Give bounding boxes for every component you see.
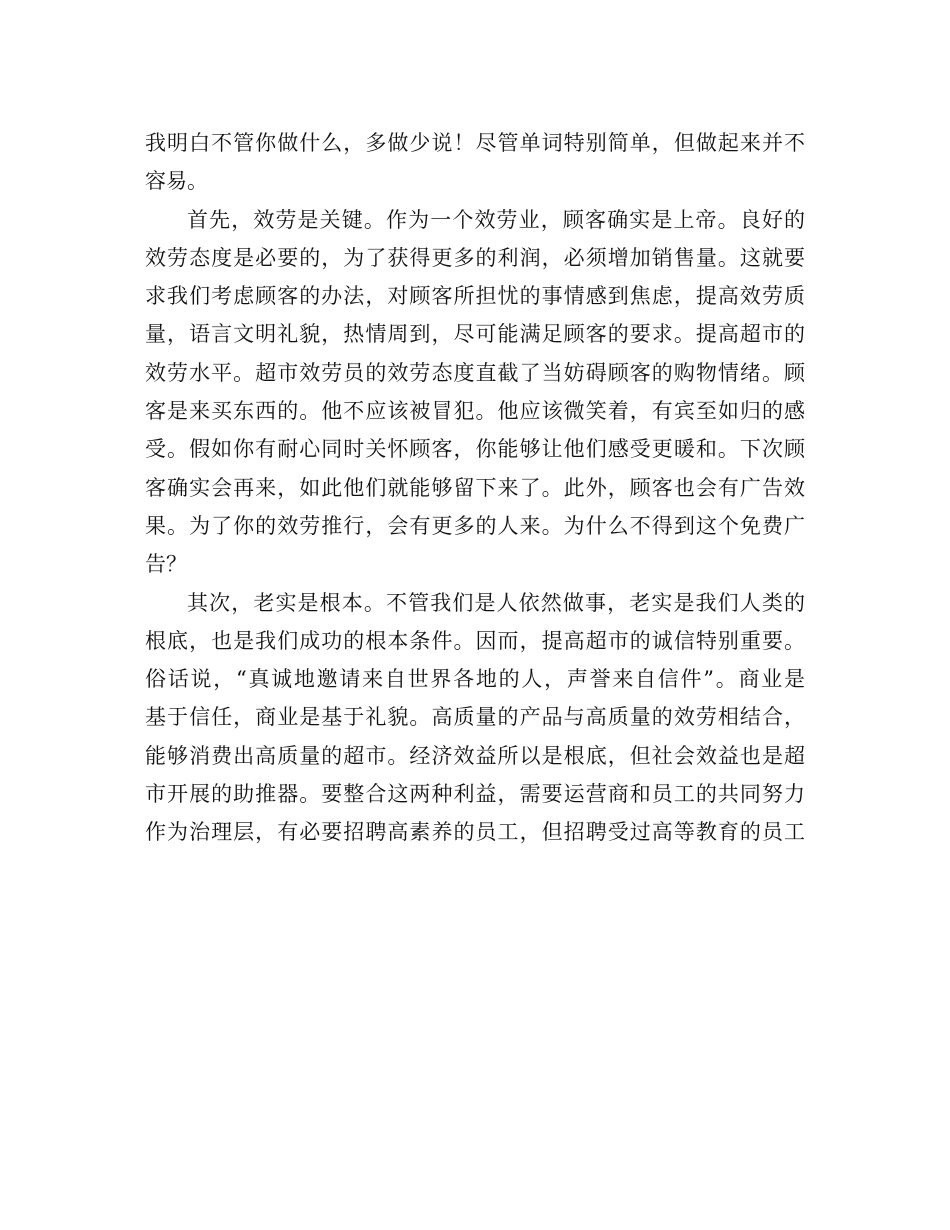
paragraph-2-line-3: 求我们考虑顾客的办法，对顾客所担忧的事情感到焦虑，提高效劳质 [145,284,805,309]
paragraph-1 [145,124,805,201]
paragraph-2-line-9: 果。为了你的效劳推行，会有更多的人来。为什么不得到这个免费广 [145,513,805,538]
paragraph-2-line-8: 客确实会再来，如此他们就能够留下来了。此外，顾客也会有广告效 [145,475,805,500]
paragraph-3-line-7: 作为治理层，有必要招聘高素养的员工，但招聘受过高等教育的员工 [145,820,805,845]
paragraph-2-line-1: 首先，效劳是关键。作为一个效劳业，顾客确实是上帝。良好的 [187,207,805,232]
paragraph-2-line-7: 受。假如你有耐心同时关怀顾客，你能够让他们感受更暖和。下次顾 [145,437,805,462]
document-body [145,124,805,852]
paragraph-2 [145,201,805,584]
paragraph-3-line-2: 根底，也是我们成功的根本条件。因而，提高超市的诚信特别重要。 [145,628,805,653]
paragraph-2-line-6: 客是来买东西的。他不应该被冒犯。他应该微笑着，有宾至如归的感 [145,399,805,424]
paragraph-2-line-5: 效劳水平。超市效劳员的效劳态度直截了当妨碍顾客的购物情绪。顾 [145,360,805,385]
paragraph-3-line-3: 俗话说，“真诚地邀请来自世界各地的人，声誉来自信件”。商业是 [145,667,805,692]
paragraph-3-line-1: 其次，老实是根本。不管我们是人依然做事，老实是我们人类的 [187,590,805,615]
paragraph-2-line-4: 量，语言文明礼貌，热情周到，尽可能满足顾客的要求。提高超市的 [145,322,805,347]
paragraph-2-line-10: 告？ [145,552,187,577]
paragraph-3-line-6: 市开展的助推器。要整合这两种利益，需要运营商和员工的共同努力 [145,782,805,807]
paragraph-3-line-4: 基于信任，商业是基于礼貌。高质量的产品与高质量的效劳相结合， [145,705,805,730]
paragraph-1-line-2: 容易。 [145,169,208,194]
paragraph-3 [145,584,805,852]
paragraph-2-line-2: 效劳态度是必要的，为了获得更多的利润，必须增加销售量。这就要 [145,245,805,270]
paragraph-1-line-1: 我明白不管你做什么，多做少说！尽管单词特别简单，但做起来并不 [145,131,805,155]
paragraph-3-line-5: 能够消费出高质量的超市。经济效益所以是根底，但社会效益也是超 [145,743,805,768]
